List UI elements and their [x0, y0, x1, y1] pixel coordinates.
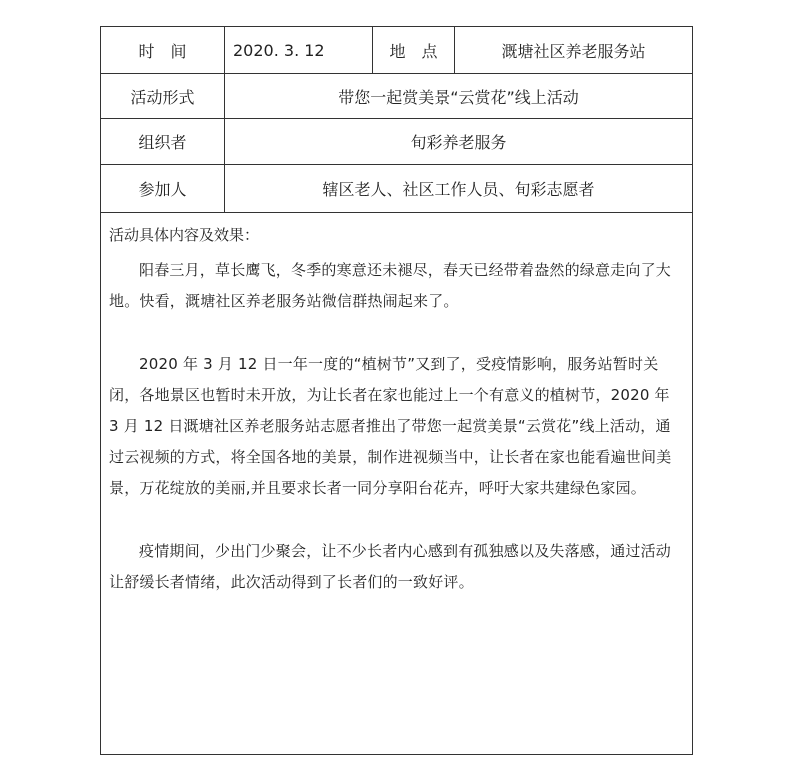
time-label: 时 间: [101, 27, 225, 73]
time-place-row: [101, 27, 692, 74]
content-paragraph: 2020 年 3 月 12 日一年一度的“植树节”又到了，受疫情影响，服务站暂时关闭，各地景区也暂时未开放，为让长者在家也能过上一个有意义的植树节，2020 年 3 月 12 日溉塘社区养老服务站志愿者推出了带您一起赏美景“云赏花”线上活动，通过云视频的方式，将全国各地的美景，制作进视频当中，让长者在家也能看遍世间美景，万花绽放的美丽,并且要求长者一同分享阳台花卉，呼吁大家共建绿色家园。: [109, 355, 672, 497]
activity-record-table: [100, 26, 693, 755]
activity-form-value: 带您一起赏美景“云赏花”线上活动: [338, 87, 579, 107]
organizer-label: 组织者: [101, 119, 225, 164]
place-label: 地 点: [373, 27, 455, 73]
organizer-value: 旬彩养老服务: [410, 133, 507, 152]
content-paragraph: 阳春三月，草长鹰飞，冬季的寒意还未褪尽，春天已经带着盎然的绿意走向了大地。快看，溉塘社区养老服务站微信群热闹起来了。: [109, 261, 672, 310]
place-value: 溉塘社区养老服务站: [501, 41, 646, 61]
organizer-row: [101, 119, 692, 165]
activity-form-row: [101, 74, 692, 119]
time-value: 2020. 3. 12: [225, 27, 373, 73]
participants-label: 参加人: [101, 165, 225, 212]
content-paragraph: 疫情期间，少出门少聚会，让不少长者内心感到有孤独感以及失落感，通过活动让舒缓长者情绪，此次活动得到了长者们的一致好评。: [109, 542, 672, 591]
content-title: 活动具体内容及效果：: [109, 226, 260, 244]
activity-content-section: [101, 213, 692, 754]
participants-value: 辖区老人、社区工作人员、旬彩志愿者: [322, 180, 595, 199]
participants-row: [101, 165, 692, 213]
activity-form-label: 活动形式: [101, 74, 225, 118]
